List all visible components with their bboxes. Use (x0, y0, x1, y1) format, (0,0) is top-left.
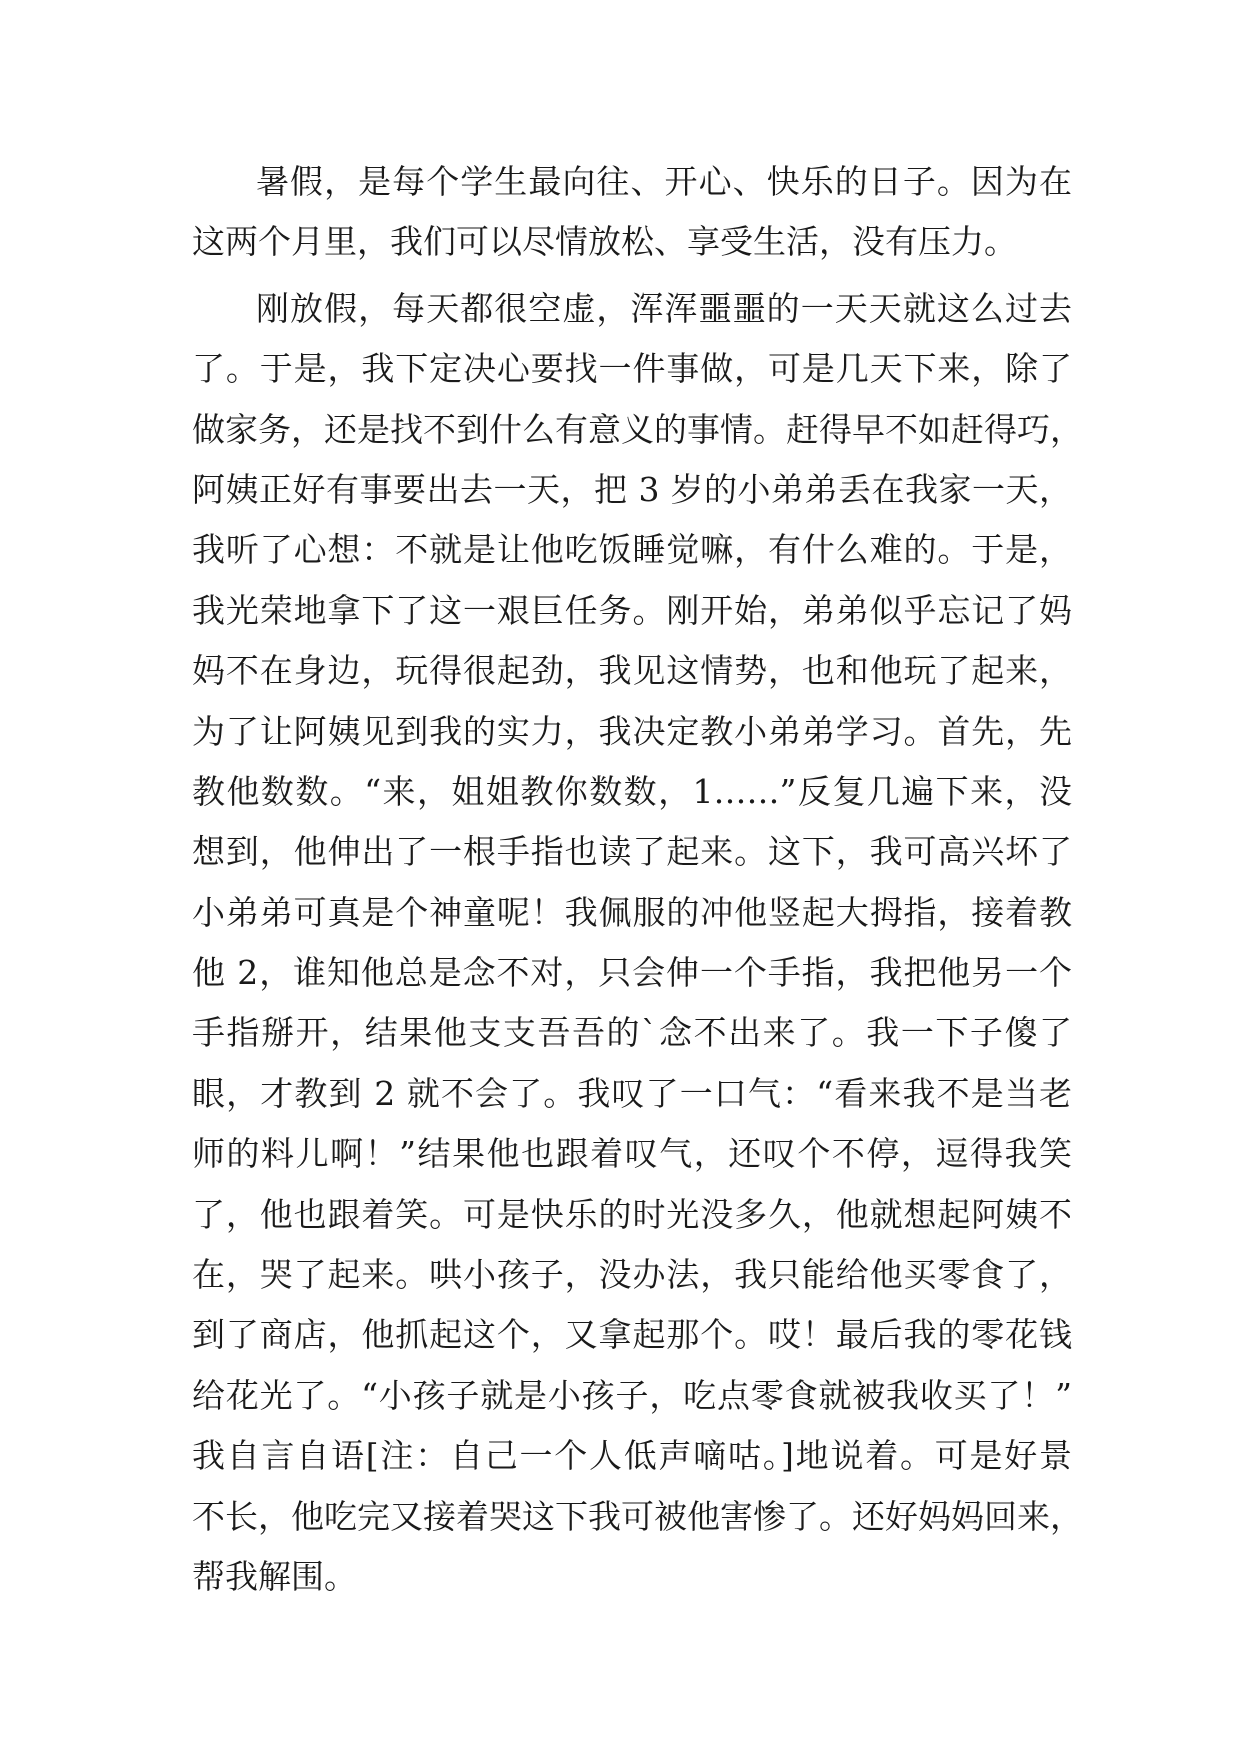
text-line: 帮我解围。 (192, 1556, 357, 1596)
text-line: 了。于是，我下定决心要找一件事做，可是几天下来，除了 (192, 349, 1072, 389)
text-line: 给花光了。“小孩子就是小孩子，吃点零食就被我收买了！” (192, 1375, 1072, 1415)
text-line: 到了商店，他抓起这个，又拿起那个。哎！最后我的零花钱 (192, 1315, 1072, 1355)
text-line: 阿姨正好有事要出去一天，把 3 岁的小弟弟丢在我家一天， (192, 469, 1072, 509)
text-line: 他 2，谁知他总是念不对，只会伸一个手指，我把他另一个 (192, 953, 1072, 993)
text-line: 教他数数。“来，姐姐教你数数，1……”反复几遍下来，没 (192, 771, 1072, 811)
text-line: 想到，他伸出了一根手指也读了起来。这下，我可高兴坏了 (192, 832, 1072, 872)
text-line: 做家务，还是找不到什么有意义的事情。赶得早不如赶得巧， (192, 409, 1083, 449)
text-line: 眼，才教到 2 就不会了。我叹了一口气：“看来我不是当老 (192, 1073, 1072, 1113)
text-line: 手指掰开，结果他支支吾吾的`念不出来了。我一下子傻了 (192, 1013, 1072, 1053)
text-line: 妈不在身边，玩得很起劲，我见这情势，也和他玩了起来， (192, 651, 1072, 691)
text-line: 我听了心想：不就是让他吃饭睡觉嘛，有什么难的。于是， (192, 530, 1072, 570)
text-line: 暑假，是每个学生最向往、开心、快乐的日子。因为在 (256, 162, 1072, 201)
text-line: 这两个月里，我们可以尽情放松、享受生活，没有压力。 (192, 222, 1017, 262)
text-line: 我自言自语[注：自己一个人低声嘀咕。]地说着。可是好景 (192, 1436, 1072, 1476)
text-line: 我光荣地拿下了这一艰巨任务。刚开始，弟弟似乎忘记了妈 (192, 590, 1072, 630)
text-line: 了，他也跟着笑。可是快乐的时光没多久，他就想起阿姨不 (192, 1194, 1072, 1234)
text-line: 小弟弟可真是个神童呢！我佩服的冲他竖起大拇指，接着教 (192, 892, 1072, 932)
text-line: 为了让阿姨见到我的实力，我决定教小弟弟学习。首先，先 (192, 711, 1072, 751)
text-line: 刚放假，每天都很空虚，浑浑噩噩的一天天就这么过去 (256, 288, 1072, 328)
body-text (192, 152, 1083, 1607)
text-line: 师的料儿啊！”结果他也跟着叹气，还叹个不停，逗得我笑 (192, 1134, 1072, 1174)
paragraph-2 (192, 279, 1083, 1608)
text-line: 在，哭了起来。哄小孩子，没办法，我只能给他买零食了， (192, 1255, 1072, 1295)
text-line: 不长，他吃完又接着哭这下我可被他害惨了。还好妈妈回来， (192, 1496, 1083, 1536)
paragraph-1 (192, 152, 1072, 273)
